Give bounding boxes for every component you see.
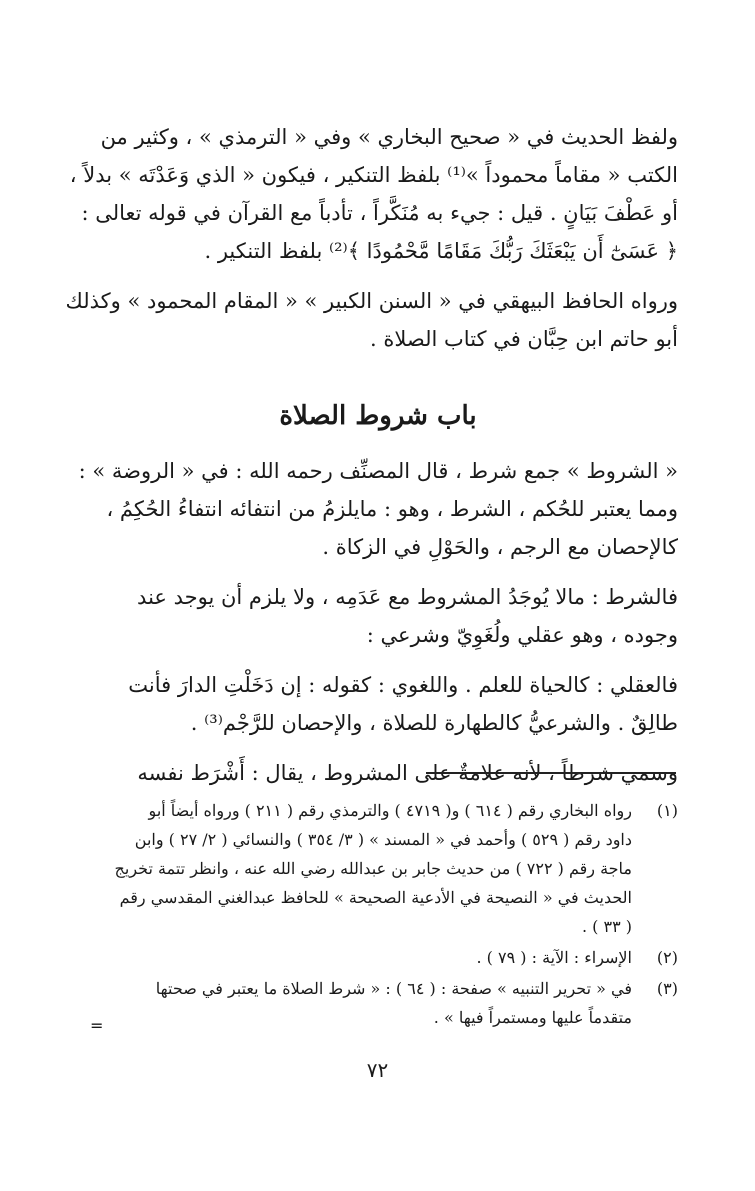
page-number: ٧٢ xyxy=(366,1058,389,1082)
paragraph-condition xyxy=(78,578,678,654)
text-line: طالِقٌ . والشرعيُّ كالطهارة للصلاة ، والإحصان للرَّجْم⁽³⁾ . xyxy=(190,711,678,735)
section-heading: باب شروط الصلاة xyxy=(279,401,477,431)
footnote-1 xyxy=(78,796,678,941)
footnote-line: ماجة رقم ( ٧٢٢ ) من حديث جابر بن عبدالله رضي الله عنه ، وانظر تتمة تخريج xyxy=(114,859,632,878)
text-line: وجوده ، وهو عقلي ولُغَوِيّ وشرعي : xyxy=(366,623,678,647)
footnote-body xyxy=(78,974,632,1032)
paragraph-bayhaqi xyxy=(65,282,678,358)
text-line: فالشرط : مالا يُوجَدُ المشروط مع عَدَمِه ، ولا يلزم أن يوجد عند xyxy=(137,585,678,609)
footnote-number: (٣) xyxy=(656,979,678,998)
footnote-line: داود رقم ( ٥٢٩ ) وأحمد في « المسند » ( ٣/ ٣٥٤ ) والنسائي ( ٢/ ٢٧ ) وابن xyxy=(134,830,632,849)
footnote-line: ( ٣٣ ) . xyxy=(581,917,632,936)
text-line: ومما يعتبر للحُكم ، الشرط ، وهو : مايلزمُ من انتفائه انتفاءُ الحُكِمُ ، xyxy=(106,497,678,521)
footnote-body xyxy=(78,796,632,941)
paragraph-types xyxy=(78,666,678,742)
footnote-2 xyxy=(78,943,678,972)
footnote-body xyxy=(78,943,632,972)
text-line: أبو حاتم ابن حِبَّان في كتاب الصلاة . xyxy=(370,327,678,351)
text-line: كالإحصان مع الرجم ، والحَوْلِ في الزكاة . xyxy=(322,535,678,559)
paragraph-definition xyxy=(78,452,678,566)
footnote-line: الحديث في « النصيحة في الأدعية الصحيحة » للحافظ عبدالغني المقدسي رقم xyxy=(119,888,632,907)
text-line: ﴿ عَسَىٰٓ أَن يَبْعَثَكَ رَبُّكَ مَقَامًا مَّحْمُودًا ﴾⁽²⁾ بلفظ التنكير . xyxy=(204,239,678,263)
text-line: « الشروط » جمع شرط ، قال المصنِّف رحمه الله : في « الروضة » : xyxy=(78,459,678,483)
text-line: الكتب « مقاماً محموداً »⁽¹⁾ بلفظ التنكير ، فيكون « الذي وَعَدْتَه » بدلاً ، xyxy=(69,163,678,187)
text-line: وسمي شرطاً ، لأنه علامةٌ على المشروط ، يقال : أَشْرَط نفسه xyxy=(137,761,678,785)
footnote-3 xyxy=(78,974,678,1032)
footnote-line: رواه البخاري رقم ( ٦١٤ ) و( ٤٧١٩ ) والترمذي رقم ( ٢١١ ) ورواه أيضاً أبو xyxy=(148,801,632,820)
text-line: أو عَطْفَ بَيَانٍ . قيل : جيء به مُنَكَّراً ، تأدباً مع القرآن في قوله تعالى : xyxy=(81,201,678,225)
main-text xyxy=(65,118,678,804)
footnote-number: (٢) xyxy=(656,948,678,967)
footnote-line: في « تحرير التنبيه » صفحة : ( ٦٤ ) : « شرط الصلاة ما يعتبر في صحتها xyxy=(155,979,632,998)
continuation-mark: = xyxy=(90,1016,104,1035)
text-line: ورواه الحافظ البيهقي في « السنن الكبير » « المقام المحمود » وكذلك xyxy=(65,289,678,313)
paragraph-hadith-wording xyxy=(69,118,678,270)
footnote-divider xyxy=(426,772,676,774)
footnote-number: (١) xyxy=(656,801,678,820)
footnote-line: الإسراء : الآية : ( ٧٩ ) . xyxy=(476,948,632,967)
text-line: ولفظ الحديث في « صحيح البخاري » وفي « الترمذي » ، وكثير من xyxy=(100,125,678,149)
footnote-line: متقدماً عليها ومستمراً فيها » . xyxy=(433,1008,632,1027)
text-line: فالعقلي : كالحياة للعلم . واللغوي : كقوله : إن دَخَلْتِ الدارَ فأنت xyxy=(128,673,678,697)
footnotes xyxy=(78,796,678,1034)
